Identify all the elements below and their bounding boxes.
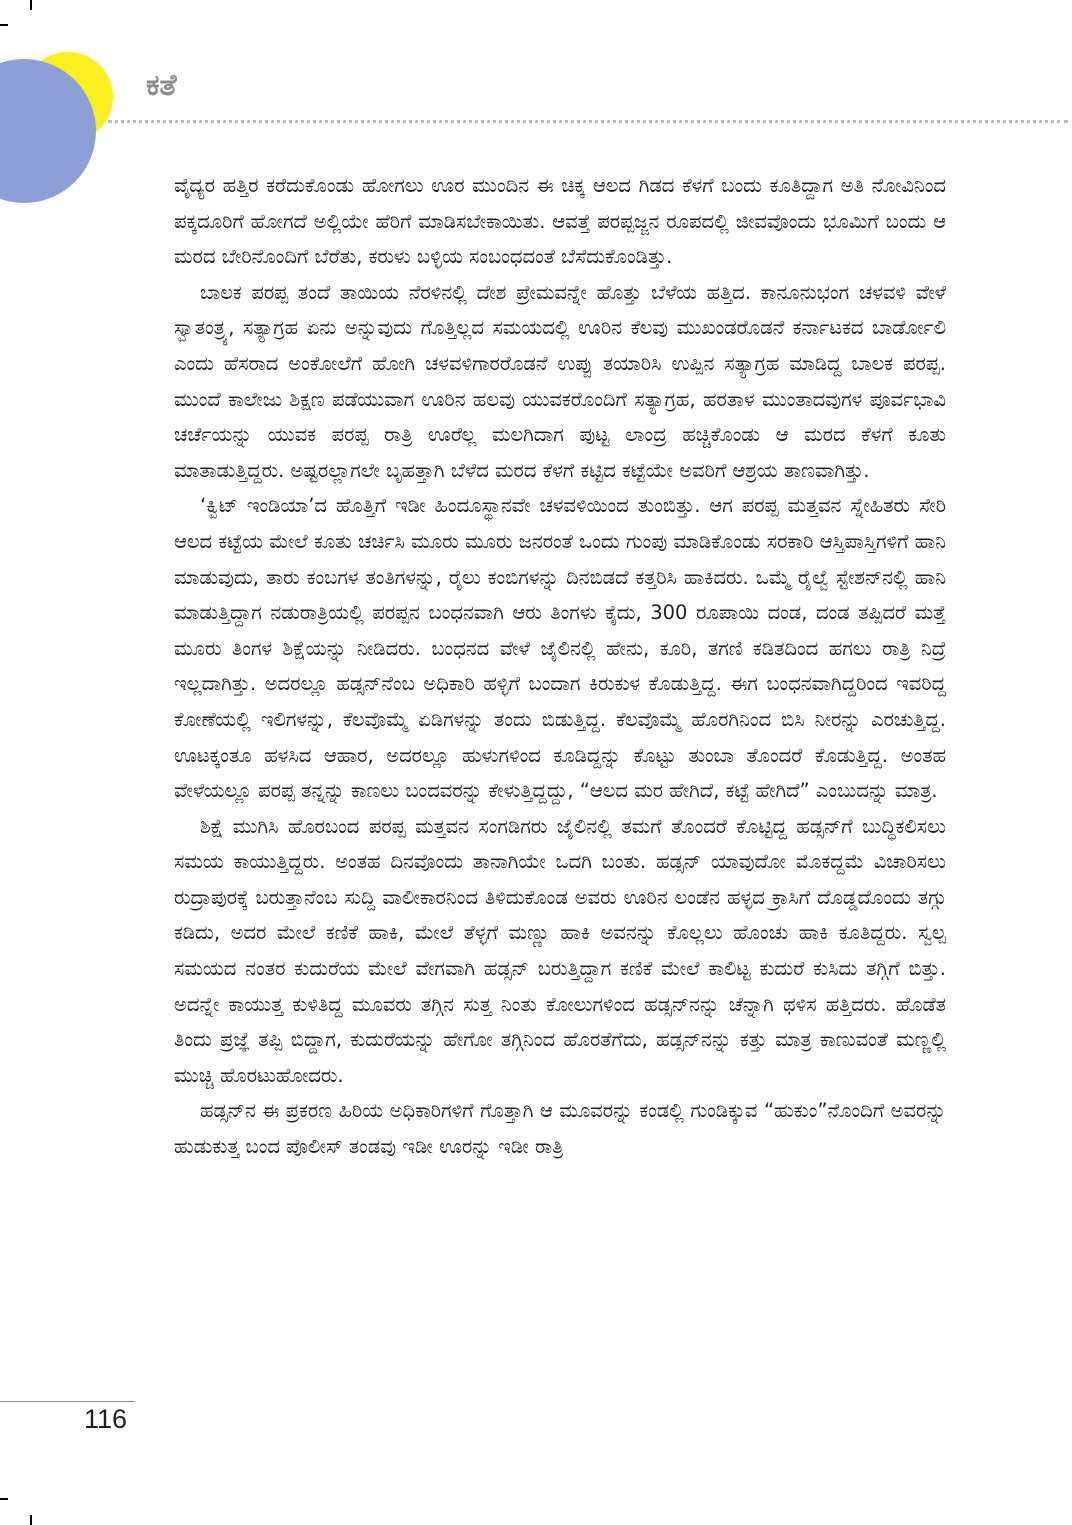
dotted-divider <box>108 120 1068 123</box>
crop-mark-bottom-left <box>30 1515 32 1525</box>
decorative-circles <box>0 0 190 220</box>
paragraph-5: ಹಡ್ಸನ್‌ನ ಈ ಪ್ರಕರಣ ಹಿರಿಯ ಅಧಿಕಾರಿಗಳಿಗೆ ಗೊತ್ತಾಗಿ ಆ ಮೂವರನ್ನು ಕಂಡಲ್ಲಿ ಗುಂಡಿಕ್ಕುವ “ಹುಕುಂ”ನೊಂದಿಗೆ ಅವರನ್ನು ಹುಡುಕುತ್ತ ಬಂದ ಪೊಲೀಸ್ ತಂಡವು ಇಡೀ ಊರನ್ನು ಇಡೀ ರಾತ್ರಿ <box>174 1099 946 1159</box>
page-number: 116 <box>84 1404 128 1434</box>
crop-mark-left-lower <box>0 1498 8 1500</box>
paragraph-1: ವೈದ್ಯರ ಹತ್ತಿರ ಕರೆದುಕೊಂಡು ಹೋಗಲು ಊರ ಮುಂದಿನ ಈ ಚಿಕ್ಕ ಆಲದ ಗಿಡದ ಕೆಳಗೆ ಬಂದು ಕೂತಿದ್ದಾಗ ಅತಿ ನೋವಿನಿಂದ ಪಕ್ಕದೂರಿಗೆ ಹೋಗದೆ ಅಲ್ಲಿಯೇ ಹೆರಿಗೆ ಮಾಡಿಸಬೇಕಾಯಿತು. ಆವತ್ತೆ ಪರಪ್ಪಜ್ಜನ ರೂಪದಲ್ಲಿ ಜೀವವೊಂದು ಭೂಮಿಗೆ ಬಂದು ಆ ಮರದ ಬೇರಿನೊಂದಿಗೆ ಬೆರೆತು, ಕರುಳು ಬಳ್ಳಿಯ ಸಂಬಂಧದಂತೆ ಬೆಸೆದುಕೊಂಡಿತ್ತು. <box>174 174 946 269</box>
story-body <box>174 168 946 1165</box>
paragraph-3: ‘ಕ್ವಿಟ್ ಇಂಡಿಯಾ’ದ ಹೊತ್ತಿಗೆ ಇಡೀ ಹಿಂದೂಸ್ಥಾನವೇ ಚಳವಳಿಯಿಂದ ತುಂಬಿತ್ತು. ಆಗ ಪರಪ್ಪ ಮತ್ತವನ ಸ್ನೇಹಿತರು ಸೇರಿ ಆಲದ ಕಟ್ಟೆಯ ಮೇಲೆ ಕೂತು ಚರ್ಚಿಸಿ ಮೂರು ಮೂರು ಜನರಂತೆ ಒಂದು ಗುಂಪು ಮಾಡಿಕೊಂಡು ಸರಕಾರಿ ಆಸ್ತಿಪಾಸ್ತಿಗಳಿಗೆ ಹಾನಿ ಮಾಡುವುದು, ತಾರು ಕಂಬಗಳ ತಂತಿಗಳನ್ನು, ರೈಲು ಕಂಬಿಗಳನ್ನು ದಿನಬಿಡದೆ ಕತ್ತರಿಸಿ ಹಾಕಿದರು. ಒಮ್ಮೆ ರೈಲ್ವೆ ಸ್ಟೇಶನ್‌ನಲ್ಲಿ ಹಾನಿ ಮಾಡುತ್ತಿದ್ದಾಗ ನಡುರಾತ್ರಿಯಲ್ಲಿ ಪರಪ್ಪನ ಬಂಧನವಾಗಿ ಆರು ತಿಂಗಳು ಕೈದು, 300 ರೂಪಾಯಿ ದಂಡ, ದಂಡ ತಪ್ಪಿದರೆ ಮತ್ತೆ ಮೂರು ತಿಂಗಳ ಶಿಕ್ಷೆಯನ್ನು ನೀಡಿದರು. ಬಂಧನದ ವೇಳೆ ಜೈಲಿನಲ್ಲಿ ಹೇನು, ಕೂರಿ, ತಗಣಿ ಕಡಿತದಿಂದ ಹಗಲು ರಾತ್ರಿ ನಿದ್ರೆ ಇಲ್ಲದಾಗಿತ್ತು. ಅದರಲ್ಲೂ ಹಡ್ಸನ್‌ನೆಂಬ ಅಧಿಕಾರಿ ಹಳ್ಳಿಗೆ ಬಂದಾಗ ಕಿರುಕುಳ ಕೊಡುತ್ತಿದ್ದ. ಈಗ ಬಂಧನವಾಗಿದ್ದರಿಂದ ಇವರಿದ್ದ ಕೋಣೆಯಲ್ಲಿ ಇಲಿಗಳನ್ನು, ಕೆಲವೊಮ್ಮೆ ಏಡಿಗಳನ್ನು ತಂದು ಬಿಡುತ್ತಿದ್ದ. ಕೆಲವೊಮ್ಮೆ ಹೊರಗಿನಿಂದ ಬಿಸಿ ನೀರನ್ನು ಎರಚುತ್ತಿದ್ದ. ಊಟಕ್ಕಂತೂ ಹಳಸಿದ ಆಹಾರ, ಅದರಲ್ಲೂ ಹುಳುಗಳಿಂದ ಕೂಡಿದ್ದನ್ನು ಕೊಟ್ಟು ತುಂಬಾ ತೊಂದರೆ ಕೊಡುತ್ತಿದ್ದ. ಅಂತಹ ವೇಳೆಯಲ್ಲೂ ಪರಪ್ಪ ತನ್ನನ್ನು ಕಾಣಲು ಬಂದವರನ್ನು ಕೇಳುತ್ತಿದ್ದದ್ದು, “ಆಲದ ಮರ ಹೇಗಿದೆ, ಕಟ್ಟೆ ಹೇಗಿದೆ” ಎಂಬುದನ್ನು ಮಾತ್ರ. <box>174 494 946 803</box>
paragraph-4: ಶಿಕ್ಷೆ ಮುಗಿಸಿ ಹೊರಬಂದ ಪರಪ್ಪ ಮತ್ತವನ ಸಂಗಡಿಗರು ಜೈಲಿನಲ್ಲಿ ತಮಗೆ ತೊಂದರೆ ಕೊಟ್ಟಿದ್ದ ಹಡ್ಸನ್‌ಗೆ ಬುದ್ಧಿಕಲಿಸಲು ಸಮಯ ಕಾಯುತ್ತಿದ್ದರು. ಅಂತಹ ದಿನವೊಂದು ತಾನಾಗಿಯೇ ಒದಗಿ ಬಂತು. ಹಡ್ಸನ್ ಯಾವುದೋ ಮೊಕದ್ದಮೆ ವಿಚಾರಿಸಲು ರುದ್ರಾಪುರಕ್ಕೆ ಬರುತ್ತಾನೆಂಬ ಸುದ್ದಿ ವಾಲೀಕಾರನಿಂದ ತಿಳಿದುಕೊಂಡ ಅವರು ಊರಿನ ಲಂಡೆನ ಹಳ್ಳದ ಕ್ರಾಸಿಗೆ ದೊಡ್ಡದೊಂದು ತಗ್ಗು ಕಡಿದು, ಅದರ ಮೇಲೆ ಕಣಿಕೆ ಹಾಕಿ, ಮೇಲೆ ತೆಳ್ಳಗೆ ಮಣ್ಣು ಹಾಕಿ ಅವನನ್ನು ಕೊಲ್ಲಲು ಹೊಂಚು ಹಾಕಿ ಕೂತಿದ್ದರು. ಸ್ವಲ್ಪ ಸಮಯದ ನಂತರ ಕುದುರೆಯ ಮೇಲೆ ವೇಗವಾಗಿ ಹಡ್ಸನ್ ಬರುತ್ತಿದ್ದಾಗ ಕಣಿಕೆ ಮೇಲೆ ಕಾಲಿಟ್ಟ ಕುದುರೆ ಕುಸಿದು ತಗ್ಗಿಗೆ ಬಿತ್ತು. ಅದನ್ನೇ ಕಾಯುತ್ತ ಕುಳಿತಿದ್ದ ಮೂವರು ತಗ್ಗಿನ ಸುತ್ತ ನಿಂತು ಕೋಲುಗಳಿಂದ ಹಡ್ಸನ್‌ನನ್ನು ಚೆನ್ನಾಗಿ ಥಳಿಸ ಹತ್ತಿದರು. ಹೊಡೆತ ತಿಂದು ಪ್ರಜ್ಞೆ ತಪ್ಪಿ ಬಿದ್ದಾಗ, ಕುದುರೆಯನ್ನು ಹೇಗೋ ತಗ್ಗಿನಿಂದ ಹೊರತೆಗೆದು, ಹಡ್ಸನ್‌ನನ್ನು ಕತ್ತು ಮಾತ್ರ ಕಾಣುವಂತೆ ಮಣ್ಣಲ್ಲಿ ಮುಚ್ಚಿ ಹೊರಟುಹೋದರು. <box>174 814 946 1087</box>
section-title: ಕತೆ <box>146 68 177 103</box>
paragraph-2: ಬಾಲಕ ಪರಪ್ಪ ತಂದೆ ತಾಯಿಯ ನೆರಳಿನಲ್ಲಿ ದೇಶ ಪ್ರೇಮವನ್ನೇ ಹೊತ್ತು ಬೆಳೆಯ ಹತ್ತಿದ. ಕಾನೂನುಭಂಗ ಚಳವಳಿ ವೇಳೆ ಸ್ವಾತಂತ್ರ್ಯ, ಸತ್ಯಾಗ್ರಹ ಏನು ಅನ್ನುವುದು ಗೊತ್ತಿಲ್ಲದ ಸಮಯದಲ್ಲಿ ಊರಿನ ಕೆಲವು ಮುಖಂಡರೊಡನೆ ಕರ್ನಾಟಕದ ಬಾರ್ಡೋಲಿ ಎಂದು ಹೆಸರಾದ ಅಂಕೋಲೆಗೆ ಹೋಗಿ ಚಳವಳಿಗಾರರೊಡನೆ ಉಪ್ಪು ತಯಾರಿಸಿ ಉಪ್ಪಿನ ಸತ್ಯಾಗ್ರಹ ಮಾಡಿದ್ದ ಬಾಲಕ ಪರಪ್ಪ. ಮುಂದೆ ಕಾಲೇಜು ಶಿಕ್ಷಣ ಪಡೆಯುವಾಗ ಊರಿನ ಹಲವು ಯುವಕರೊಂದಿಗೆ ಸತ್ಯಾಗ್ರಹ, ಹರತಾಳ ಮುಂತಾದವುಗಳ ಪೂರ್ವಭಾವಿ ಚರ್ಚೆಯನ್ನು ಯುವಕ ಪರಪ್ಪ ರಾತ್ರಿ ಊರೆಲ್ಲ ಮಲಗಿದಾಗ ಪುಟ್ಟ ಲಾಂದ್ರ ಹಚ್ಚಿಕೊಂಡು ಆ ಮರದ ಕೆಳಗೆ ಕೂತು ಮಾತಾಡುತ್ತಿದ್ದರು. ಅಷ್ಟರಲ್ಲಾಗಲೇ ಬೃಹತ್ತಾಗಿ ಬೆಳೆದ ಮರದ ಕೆಳಗೆ ಕಟ್ಟಿದ ಕಟ್ಟೆಯೇ ಅವರಿಗೆ ಆಶ್ರಯ ತಾಣವಾಗಿತ್ತು. <box>174 280 946 482</box>
